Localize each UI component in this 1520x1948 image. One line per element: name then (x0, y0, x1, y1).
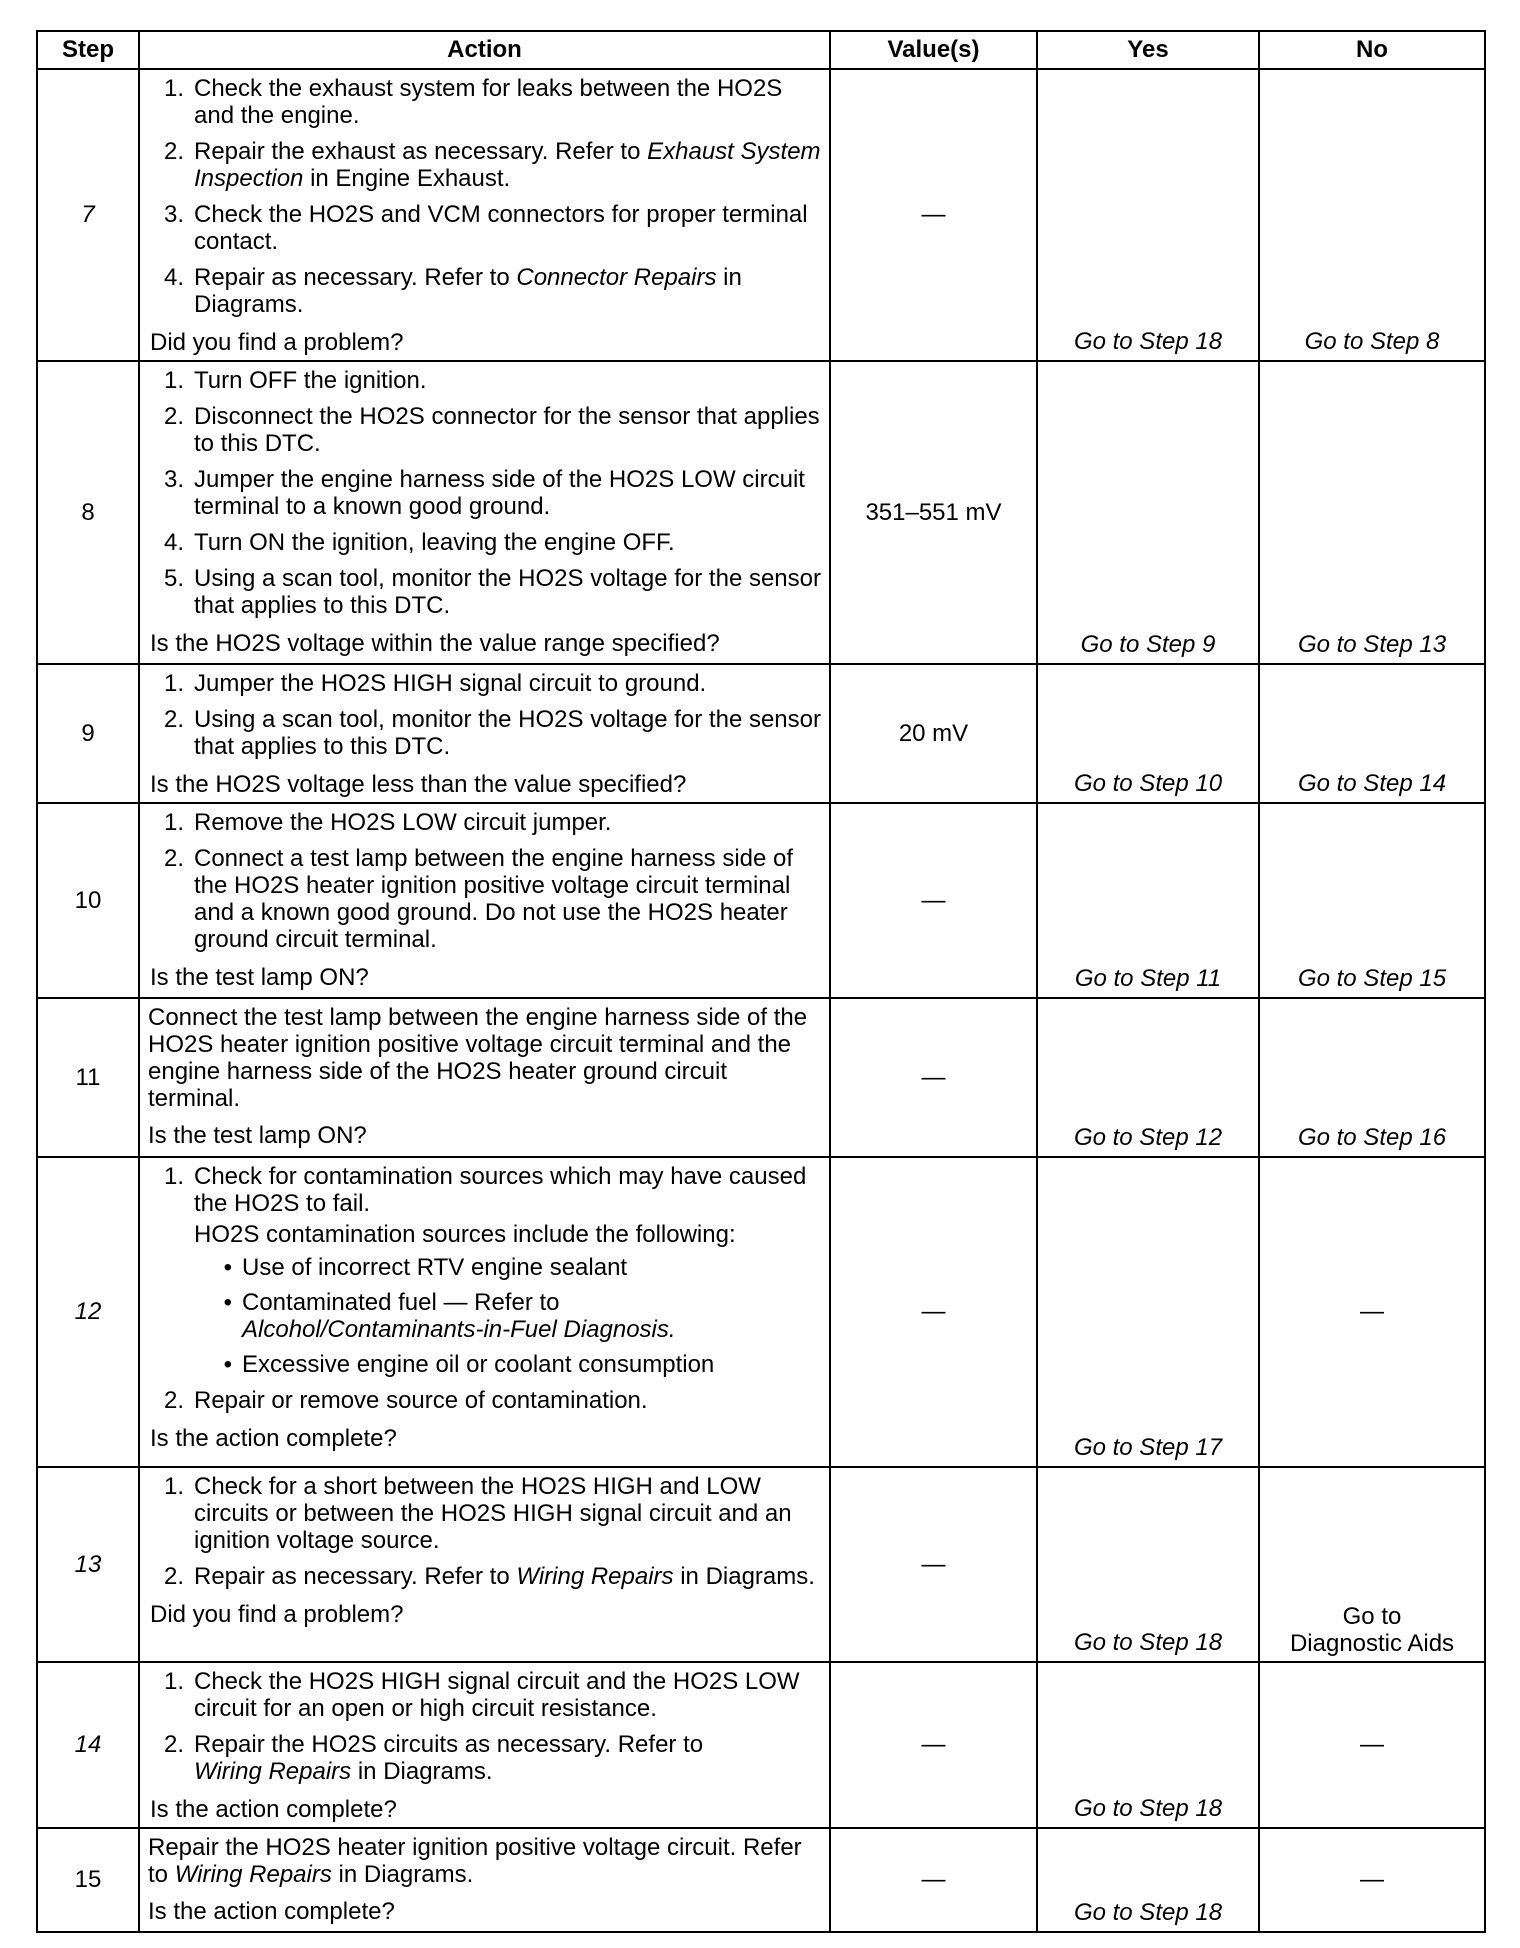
action-item: Turn OFF the ignition. (194, 367, 427, 394)
no-cell: Go to Step 14 (1259, 664, 1485, 803)
action-item: Turn ON the ignition, leaving the engine OFF. (194, 529, 675, 556)
action-item: Jumper the engine harness side of the HO2S LOW circuit terminal to a known good ground. (194, 466, 805, 520)
value-cell: — (830, 1828, 1037, 1932)
action-item: Check for contamination sources which may have caused the HO2S to fail. HO2S contamination sources include the following: • Use of incorrect RTV engine sealant • Contaminated fuel — Refer to Alcohol/Contaminants-in-Fuel Diagnosis. • Excessive engine oil or coolant consumption (194, 1163, 823, 1378)
no-cell: — (1259, 1828, 1485, 1932)
no-cell: — (1259, 1662, 1485, 1828)
table-row (37, 1662, 1485, 1828)
step-number: 11 (37, 998, 139, 1157)
value-cell: 20 mV (830, 664, 1037, 803)
no-cell: — (1259, 1157, 1485, 1467)
action-item: Repair or remove source of contamination. (194, 1387, 648, 1414)
value-cell: — (830, 69, 1037, 361)
value-cell: — (830, 1467, 1037, 1662)
table-row (37, 1157, 1485, 1467)
step-number: 10 (37, 803, 139, 998)
step-number: 13 (37, 1467, 139, 1662)
header-row (37, 31, 1485, 69)
action-question: Is the action complete? (150, 1796, 397, 1823)
table-row (37, 998, 1485, 1157)
yes-cell: Go to Step 12 (1037, 998, 1259, 1157)
value-cell: — (830, 1157, 1037, 1467)
action-question: Is the test lamp ON? (150, 964, 369, 991)
action-question: Did you find a problem? (150, 329, 404, 356)
action-item: Repair the exhaust as necessary. Refer to Exhaust System Inspection in Engine Exhaust. (194, 138, 821, 192)
no-cell: Go to Step 8 (1259, 69, 1485, 361)
action-text: Connect the test lamp between the engine harness side of the HO2S heater ignition positive voltage circuit terminal and the engine harness side of the HO2S heater ground circuit terminal. (148, 1004, 808, 1112)
no-cell: Go to Diagnostic Aids (1259, 1467, 1485, 1662)
header-values: Value(s) (830, 31, 1037, 69)
value-cell: 351–551 mV (830, 361, 1037, 664)
diagnostic-table (36, 30, 1486, 1933)
step-number: 9 (37, 664, 139, 803)
action-cell: 1. Check for contamination sources which may have caused the HO2S to fail. HO2S contamination sources include the following: • Use of incorrect RTV engine sealant • Contaminated fuel — Refer to Alcohol/Contaminants-in-Fuel Diagnosis. • Excessive engine oil or coolant consumption 2. Repair or remove source of contamination. Is the action complete? (139, 1157, 830, 1467)
action-cell: 1. Check the HO2S HIGH signal circuit and the HO2S LOW circuit for an open or high circuit resistance. 2. Repair the HO2S circuits as necessary. Refer to Wiring Repairs in Diagrams. Is the action complete? (139, 1662, 830, 1828)
header-action: Action (139, 31, 830, 69)
action-cell: 1. Remove the HO2S LOW circuit jumper. 2. Connect a test lamp between the engine harness side of the HO2S heater ignition positive voltage circuit terminal and a known good ground. Do not use the HO2S heater ground circuit terminal. Is the test lamp ON? (139, 803, 830, 998)
table-row (37, 361, 1485, 664)
table-row (37, 664, 1485, 803)
yes-cell: Go to Step 11 (1037, 803, 1259, 998)
yes-cell: Go to Step 18 (1037, 1662, 1259, 1828)
yes-cell: Go to Step 18 (1037, 69, 1259, 361)
value-cell: — (830, 803, 1037, 998)
table-row (37, 803, 1485, 998)
action-question: Is the action complete? (150, 1425, 397, 1452)
action-item: Disconnect the HO2S connector for the sensor that applies to this DTC. (194, 403, 820, 457)
header-no: No (1259, 31, 1485, 69)
action-item: Remove the HO2S LOW circuit jumper. (194, 809, 612, 836)
action-item: Jumper the HO2S HIGH signal circuit to ground. (194, 670, 707, 697)
action-question: Is the action complete? (148, 1898, 395, 1925)
no-cell: Go to Step 13 (1259, 361, 1485, 664)
bullet-item: Use of incorrect RTV engine sealant (242, 1254, 628, 1281)
bullet-item: Excessive engine oil or coolant consumption (242, 1351, 715, 1378)
no-cell: Go to Step 16 (1259, 998, 1485, 1157)
yes-cell: Go to Step 17 (1037, 1157, 1259, 1467)
value-cell: — (830, 1662, 1037, 1828)
table-row (37, 69, 1485, 361)
header-yes: Yes (1037, 31, 1259, 69)
yes-cell: Go to Step 18 (1037, 1467, 1259, 1662)
no-cell: Go to Step 15 (1259, 803, 1485, 998)
action-item: Repair as necessary. Refer to Wiring Repairs in Diagrams. (194, 1563, 815, 1590)
action-question: Is the HO2S voltage less than the value specified? (150, 771, 687, 798)
value-cell: — (830, 998, 1037, 1157)
action-question: Is the test lamp ON? (148, 1122, 367, 1149)
action-cell (139, 1828, 830, 1932)
action-item: Connect a test lamp between the engine harness side of the HO2S heater ignition positive voltage circuit terminal and a known good ground. Do not use the HO2S heater ground circuit terminal. (194, 845, 794, 953)
contamination-intro: HO2S contamination sources include the following: (194, 1221, 736, 1248)
yes-cell: Go to Step 9 (1037, 361, 1259, 664)
action-question: Is the HO2S voltage within the value range specified? (150, 630, 720, 657)
action-text: Repair the HO2S heater ignition positive voltage circuit. Refer to Wiring Repairs in Diagrams. (148, 1834, 802, 1888)
bullet-item: Contaminated fuel — Refer to Alcohol/Contaminants-in-Fuel Diagnosis. (242, 1289, 676, 1343)
step-number: 8 (37, 361, 139, 664)
step-number: 7 (37, 69, 139, 361)
table-row (37, 1467, 1485, 1662)
action-item: Check for a short between the HO2S HIGH and LOW circuits or between the HO2S HIGH signal circuit and an ignition voltage source. (194, 1473, 792, 1554)
action-cell: 1. Check the exhaust system for leaks between the HO2S and the engine. 2. Repair the exhaust as necessary. Refer to Exhaust System Inspection in Engine Exhaust. 3. Check the HO2S and VCM connectors for proper terminal contact. 4. Repair as necessary. Refer to Connector Repairs in Diagrams. Did you find a problem? (139, 69, 830, 361)
action-cell: 1. Turn OFF the ignition. 2. Disconnect the HO2S connector for the sensor that applies to this DTC. 3. Jumper the engine harness side of the HO2S LOW circuit terminal to a known good ground. 4. Turn ON the ignition, leaving the engine OFF. 5. Using a scan tool, monitor the HO2S voltage for the sensor that applies to this DTC. Is the HO2S voltage within the value range specified? (139, 361, 830, 664)
action-item: Check the HO2S and VCM connectors for proper terminal contact. (194, 201, 808, 255)
step-number: 15 (37, 1828, 139, 1932)
yes-cell: Go to Step 10 (1037, 664, 1259, 803)
step-number: 12 (37, 1157, 139, 1467)
action-item: Check the exhaust system for leaks between the HO2S and the engine. (194, 75, 783, 129)
action-item: Using a scan tool, monitor the HO2S voltage for the sensor that applies to this DTC. (194, 706, 821, 760)
table-row (37, 1828, 1485, 1932)
header-step: Step (37, 31, 139, 69)
action-cell (139, 998, 830, 1157)
action-item: Using a scan tool, monitor the HO2S voltage for the sensor that applies to this DTC. (194, 565, 821, 619)
action-item: Check the HO2S HIGH signal circuit and the HO2S LOW circuit for an open or high circuit resistance. (194, 1668, 800, 1722)
action-cell: 1. Check for a short between the HO2S HIGH and LOW circuits or between the HO2S HIGH signal circuit and an ignition voltage source. 2. Repair as necessary. Refer to Wiring Repairs in Diagrams. Did you find a problem? (139, 1467, 830, 1662)
action-item: Repair the HO2S circuits as necessary. Refer to Wiring Repairs in Diagrams. (194, 1731, 704, 1785)
step-number: 14 (37, 1662, 139, 1828)
action-question: Did you find a problem? (150, 1601, 404, 1628)
action-cell: 1. Jumper the HO2S HIGH signal circuit to ground. 2. Using a scan tool, monitor the HO2S voltage for the sensor that applies to this DTC. Is the HO2S voltage less than the value specified? (139, 664, 830, 803)
action-item: Repair as necessary. Refer to Connector Repairs in Diagrams. (194, 264, 742, 318)
yes-cell: Go to Step 18 (1037, 1828, 1259, 1932)
